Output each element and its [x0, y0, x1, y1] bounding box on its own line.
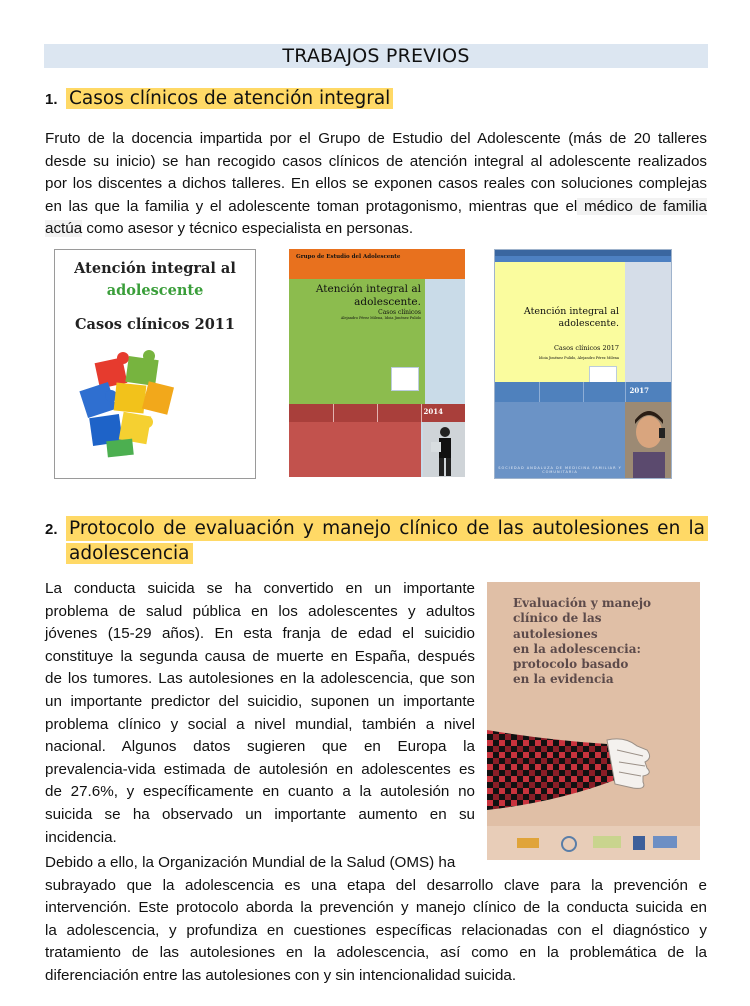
cover-bottom-panel — [289, 422, 421, 477]
cover-title: Atención integral al — [74, 260, 236, 277]
para-line: constituye la segunda causa de muerte en España, después — [45, 647, 475, 665]
section-1-paragraph — [45, 128, 707, 241]
cover-title-block — [495, 262, 625, 382]
section-2-number: 2. — [45, 521, 58, 538]
para-line: subrayado que la adolescencia es una etapa del desarrollo clave para la prevención e — [45, 876, 707, 894]
plaid-arm-icon — [487, 710, 700, 820]
page-title: TRABAJOS PREVIOS — [282, 45, 470, 67]
para-line: problema clínico y social a nivel mundial, también a nivel — [45, 715, 475, 733]
teen-portrait-icon — [625, 402, 671, 478]
person-walking-icon — [423, 422, 465, 477]
cover-year-band — [289, 404, 465, 422]
para-line: jóvenes (15-29 años). En esta franja de edad el suicidio — [45, 625, 475, 643]
cover-subtitle: Casos clínicos — [378, 309, 421, 316]
section-2-heading — [66, 516, 708, 566]
cover-year-band — [495, 382, 671, 402]
protocol-cover-title: Evaluación y manejo clínico de las autolesiones en la adolescencia: protocolo basado en la evidencia — [513, 596, 652, 687]
ministry-logo-icon — [517, 838, 539, 848]
cover-header-text: Grupo de Estudio del Adolescente — [296, 254, 401, 260]
para-line: desde su inicio) se han recogido casos clínicos de atención integral al adolescente realizados — [45, 152, 707, 170]
para-line: por los discentes a dichos talleres. En ellos se exponen casos reales con soluciones complejas — [45, 175, 707, 193]
cover-title: Atención integral al adolescente. — [315, 283, 421, 308]
section-1-title: Casos clínicos de atención integral — [66, 88, 393, 109]
cover-photo — [625, 402, 671, 478]
section-2-title-cont: adolescencia — [66, 543, 193, 564]
para-line: Fruto de la docencia impartida por el Grupo de Estudio del Adolescente (más de 20 talleres — [45, 130, 707, 147]
cover-photo — [423, 422, 465, 477]
section-2-paragraph-2 — [45, 852, 707, 988]
protocol-book-cover — [487, 582, 700, 860]
page-title-bar — [44, 44, 708, 68]
para-line: La conducta suicida se ha convertido en un importante — [45, 580, 475, 597]
cover-subtitle: Casos clínicos 2011 — [75, 316, 235, 333]
section-2-paragraph-1 — [45, 578, 475, 849]
para-line: nacional. Algunos datos sugieren que en Europa la — [45, 738, 475, 756]
cover-subtitle: Casos clínicos 2017 — [553, 344, 619, 352]
group-logo-icon — [593, 836, 621, 848]
para-line: suicida se ha observado un importante aumento en su — [45, 805, 475, 823]
cover-header-band — [289, 249, 465, 279]
protocol-logos-strip — [487, 826, 700, 860]
para-line: diferenciación entre las autolesiones con y sin intencionalidad suicida. — [45, 966, 517, 984]
university-logo-icon — [653, 836, 677, 848]
para-line: problema de salud pública en los adolescentes y adultos — [45, 602, 475, 620]
book-cover-2017 — [494, 249, 672, 479]
highlight-text: actúa — [45, 220, 83, 238]
circle-logo-icon — [561, 836, 577, 852]
cover-title: Atención integral al adolescente. — [523, 306, 619, 329]
para-line: incidencia. — [45, 828, 117, 846]
para-line — [45, 196, 707, 219]
cover-title-accent: adolescente — [106, 282, 204, 299]
cover-year: 2017 — [629, 386, 649, 395]
para-text: como asesor y técnico especialista en personas. — [82, 220, 414, 238]
para-line: de 27.6%, y específicamente en cuanto a la autolesión no — [45, 783, 475, 801]
para-line: intervención. Este protocolo aborda la prevención y manejo clínico de la conducta suicida en — [45, 899, 707, 917]
section-2-title: Protocolo de evaluación y manejo clínico de las autolesiones en la — [66, 516, 708, 541]
para-line: tratamiento de las autolesiones en la adolescencia, así como en la problemática de la — [45, 944, 707, 962]
para-line: un importante predictor del suicidio, suponen un importante — [45, 692, 475, 710]
cover-title-block — [289, 279, 425, 404]
para-line: la adolescencia, y profundiza en cuestiones específicas relacionadas con el diagnóstico y — [45, 921, 707, 939]
cover-authors: Alejandro Pérez Milena, Idoia Jiménez Pulido — [340, 316, 421, 320]
para-text: en las que la familia y el adolescente toman protagonismo, mientras que el — [45, 197, 578, 215]
highlight-text: médico de familia — [577, 197, 707, 215]
para-line: Debido a ello, la Organización Mundial de la Salud (OMS) ha — [45, 854, 456, 871]
cover-footer: SOCIEDAD ANDALUZA DE MEDICINA FAMILIAR Y COMUNITARIA — [498, 466, 622, 474]
section-1-number: 1. — [45, 91, 58, 108]
section-1-heading — [66, 86, 393, 111]
region-logo-icon — [633, 836, 645, 850]
puzzle-icon — [77, 350, 187, 460]
book-cover-2014 — [289, 249, 465, 477]
book-cover-2011 — [54, 249, 256, 479]
cover-side-panel — [625, 262, 671, 382]
group-logo-icon — [391, 367, 419, 391]
cover-authors: Idoia Jiménez Pulido, Alejandro Pérez Milena — [538, 356, 619, 360]
cover-year: 2014 — [423, 407, 443, 416]
cover-bottom-panel — [495, 402, 625, 478]
para-line: prevalencia-vida estimada de autolesión en adolescentes es — [45, 760, 475, 778]
para-line: de los tumores. Las autolesiones en la adolescencia, que son — [45, 670, 475, 688]
para-line — [45, 218, 707, 241]
cover-top-strip — [495, 250, 671, 256]
